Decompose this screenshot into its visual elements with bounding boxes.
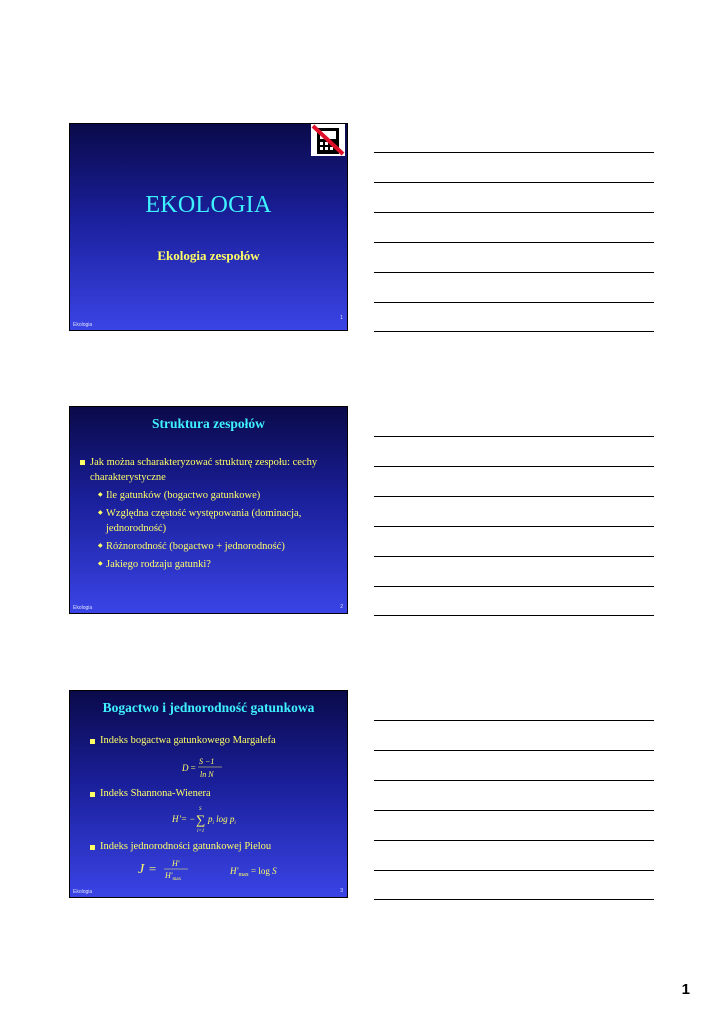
svg-text:=: = [190,763,197,773]
slide-number: 2 [340,604,343,610]
svg-text:pi log pi: $p_i$ $\log p_i$ [208,814,236,826]
bullet-item: Indeks bogactwa gatunkowego Margalefa [90,735,276,746]
note-line [374,526,654,527]
note-line [374,331,654,332]
svg-text:i=1: i=1 [197,829,205,834]
pielou-formula [138,857,298,885]
sub-bullet-item: ◆ Jakiego rodzaju gatunki? [78,557,337,572]
note-line [374,780,654,781]
note-line [374,810,654,811]
slide-title: Bogactwo i jednorodność gatunkowa [102,700,315,715]
svg-text:ln N: ln N [200,770,214,779]
page-number: 1 [681,981,690,998]
svg-text:S −1: S −1 [199,757,215,766]
svg-text:H: H [172,814,179,824]
note-line [374,750,654,751]
svg-text:H'max = log S: $H'_{max} = \log S$ [230,866,277,878]
bullet-list [78,455,337,572]
bullet-item: Indeks jednorodności gatunkowej Pielou [90,841,271,852]
svg-text:S: S [199,807,202,812]
slide-number: 3 [340,888,343,894]
note-line [374,242,654,243]
slide-2 [69,406,348,614]
note-line [374,182,654,183]
slide-footer: Ekologia [73,889,93,895]
svg-text:'= −: '= − [179,814,196,824]
slide-footer: Ekologia [73,322,93,328]
bullet-item: Indeks Shannona-Wienera [90,788,211,799]
svg-text:D: D [182,763,189,773]
slide-subtitle: Ekologia zespołów [157,248,260,263]
bullet-item: Jak można scharakteryzować strukturę zespołu: cechy charakterystyczne [78,455,337,485]
slide-1 [69,123,348,331]
note-line [374,466,654,467]
svg-text:=: = [148,861,157,876]
note-line [374,302,654,303]
note-line [374,556,654,557]
note-line [374,586,654,587]
note-line [374,899,654,900]
slide-title: EKOLOGIA [145,192,272,218]
svg-text:∑: ∑ [196,812,206,827]
note-line [374,840,654,841]
svg-text:J: J [138,862,145,877]
margalef-formula [182,755,232,781]
shannon-wiener-formula [172,804,252,836]
note-line [374,496,654,497]
note-line [374,152,654,153]
note-line [374,272,654,273]
svg-text:H': H' [172,859,180,868]
note-line [374,436,654,437]
note-line [374,870,654,871]
ecology-logo-icon [311,124,345,156]
note-line [374,615,654,616]
sub-bullet-item: ◆ Względna częstość występowania (dominacja, jednorodność) [78,506,337,536]
slide-3 [69,690,348,898]
svg-text:H'max: $H'_{max}$ [165,871,182,882]
slide-number: 1 [340,315,343,321]
sub-bullet-item: ◆ Ile gatunków (bogactwo gatunkowe) [78,488,337,503]
note-line [374,212,654,213]
slide-footer: Ekologia [73,605,93,611]
sub-bullet-item: ◆ Różnorodność (bogactwo + jednorodność) [78,539,337,554]
note-line [374,720,654,721]
slide-title: Struktura zespołów [152,416,265,431]
